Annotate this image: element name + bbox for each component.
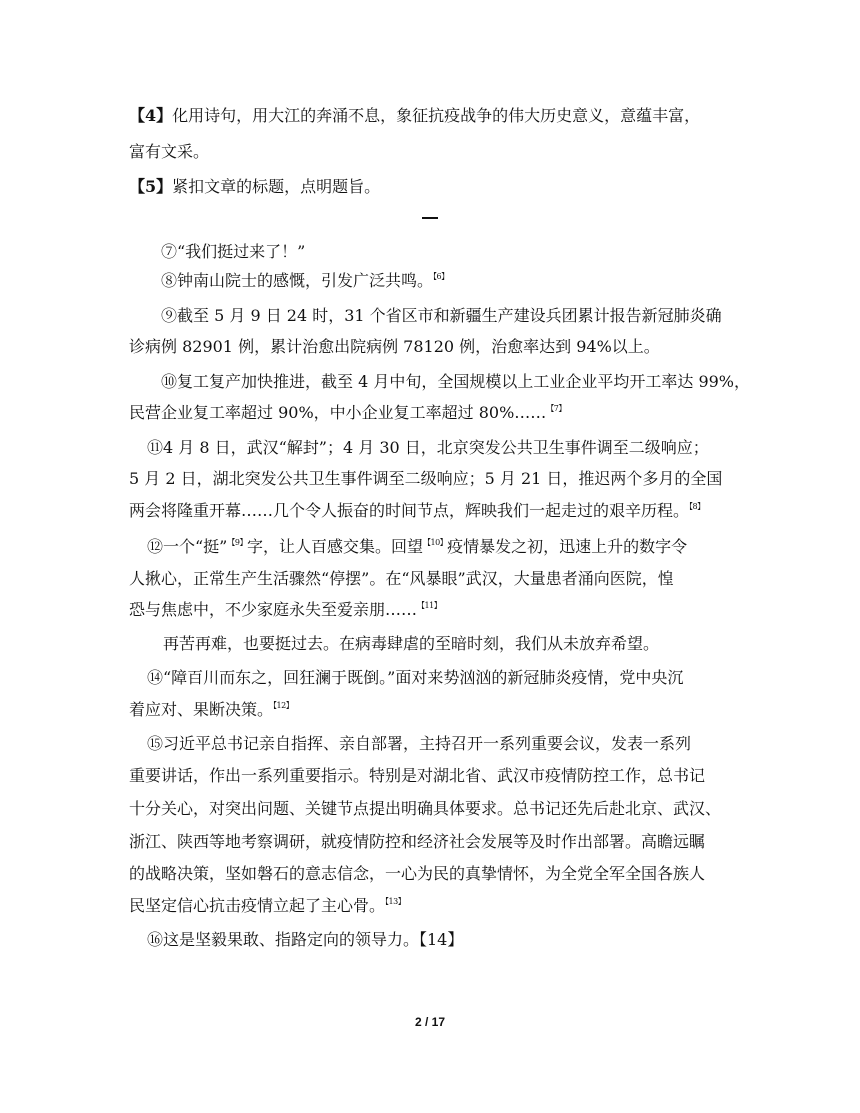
paragraph-11-line-2: 5 月 2 日，湖北突发公共卫生事件调至二级响应；5 月 21 日，推迟两个多月的全国 — [129, 469, 723, 488]
section-divider — [422, 217, 438, 219]
paragraph-9-line-2: 诊病例 82901 例，累计治愈出院病例 78120 例，治愈率达到 94%以上。 — [129, 337, 660, 356]
paragraph-12-line-1: ⑫一个“挺”$^{【9】}$字，让人百感交集。回望$^{【10】}$疫情暴发之初，迅速上升的数字令 — [147, 537, 688, 556]
footnote-ref-6[interactable]: 【6】 — [433, 272, 449, 281]
paragraph-10-line-1: ⑩复工复产加快推进，截至 4 月中旬，全国规模以上工业企业平均开工率达 99%， — [161, 372, 751, 391]
note-4-line-1: 【4】化用诗句，用大江的奔涌不息，象征抗疫战争的伟大历史意义，意蕴丰富， — [129, 106, 701, 125]
paragraph-9-line-1: ⑨截至 5 月 9 日 24 时，31 个省区市和新疆生产建设兵团累计报告新冠肺炎确 — [161, 306, 722, 325]
footnote-ref-10[interactable]: 【10】 — [422, 538, 448, 547]
paragraph-12-line-3: 恐与焦虑中，不少家庭永失至爱亲朋……$^{【11】}$ — [129, 600, 442, 619]
footnote-ref-12[interactable]: 【12】 — [273, 701, 294, 710]
paragraph-12-line-2: 人揪心，正常生产生活骤然“停摆”。在“风暴眼”武汉，大量患者涌向医院，惶 — [129, 569, 674, 588]
paragraph-11-line-3: 两会将隆重开幕……几个令人振奋的时间节点，辉映我们一起走过的艰辛历程。$^{【8】}$ — [129, 501, 705, 520]
paragraph-7: ⑦“我们挺过来了！” — [161, 242, 306, 261]
footnote-ref-11[interactable]: 【11】 — [417, 601, 442, 610]
paragraph-8: ⑧钟南山院士的感慨，引发广泛共鸣。$^{【6】}$ — [161, 271, 449, 290]
footnote-ref-7[interactable]: 【7】 — [546, 404, 566, 413]
paragraph-15-line-3: 十分关心，对突出问题、关键节点提出明确具体要求。总书记还先后赴北京、武汉、 — [129, 799, 722, 818]
footnote-ref-8[interactable]: 【8】 — [689, 502, 705, 511]
paragraph-15-line-6: 民坚定信心抗击疫情立起了主心骨。$^{【13】}$ — [129, 896, 406, 915]
paragraph-15-line-2: 重要讲话，作出一系列重要指示。特别是对湖北省、武汉市疫情防控工作，总书记 — [129, 766, 706, 785]
paragraph-16: ⑯这是坚毅果敢、指路定向的领导力。【14】 — [147, 930, 464, 949]
paragraph-10-line-2: 民营企业复工率超过 90%，中小企业复工率超过 80%……$^{【7】}$ — [129, 403, 566, 422]
page-number: 2 / 17 — [414, 1015, 446, 1029]
note-4-tag: 【4】 — [129, 106, 173, 125]
paragraph-13: 再苦再难，也要挺过去。在病毒肆虐的至暗时刻，我们从未放弃希望。 — [163, 634, 660, 653]
footnote-ref-13[interactable]: 【13】 — [385, 897, 406, 906]
paragraph-11-line-1: ⑪4 月 8 日，武汉“解封”；4 月 30 日，北京突发公共卫生事件调至二级响应； — [147, 438, 709, 457]
paragraph-14-line-1: ⑭“障百川而东之，回狂澜于既倒。”面对来势汹汹的新冠肺炎疫情，党中央沉 — [147, 668, 684, 687]
paragraph-15-line-4: 浙江、陕西等地考察调研，就疫情防控和经济社会发展等及时作出部署。高瞻远瞩 — [129, 832, 706, 851]
paragraph-15-line-5: 的战略决策，坚如磐石的意志信念，一心为民的真挚情怀，为全党全军全国各族人 — [129, 864, 706, 883]
paragraph-14-line-2: 着应对、果断决策。$^{【12】}$ — [129, 700, 294, 719]
note-5: 【5】紧扣文章的标题，点明题旨。 — [129, 177, 381, 196]
footnote-ref-9[interactable]: 【9】 — [227, 538, 247, 547]
note-4-line-2: 富有文采。 — [129, 142, 210, 161]
note-5-tag: 【5】 — [129, 177, 173, 196]
paragraph-15-line-1: ⑮习近平总书记亲自指挥、亲自部署，主持召开一系列重要会议，发表一系列 — [147, 734, 692, 753]
